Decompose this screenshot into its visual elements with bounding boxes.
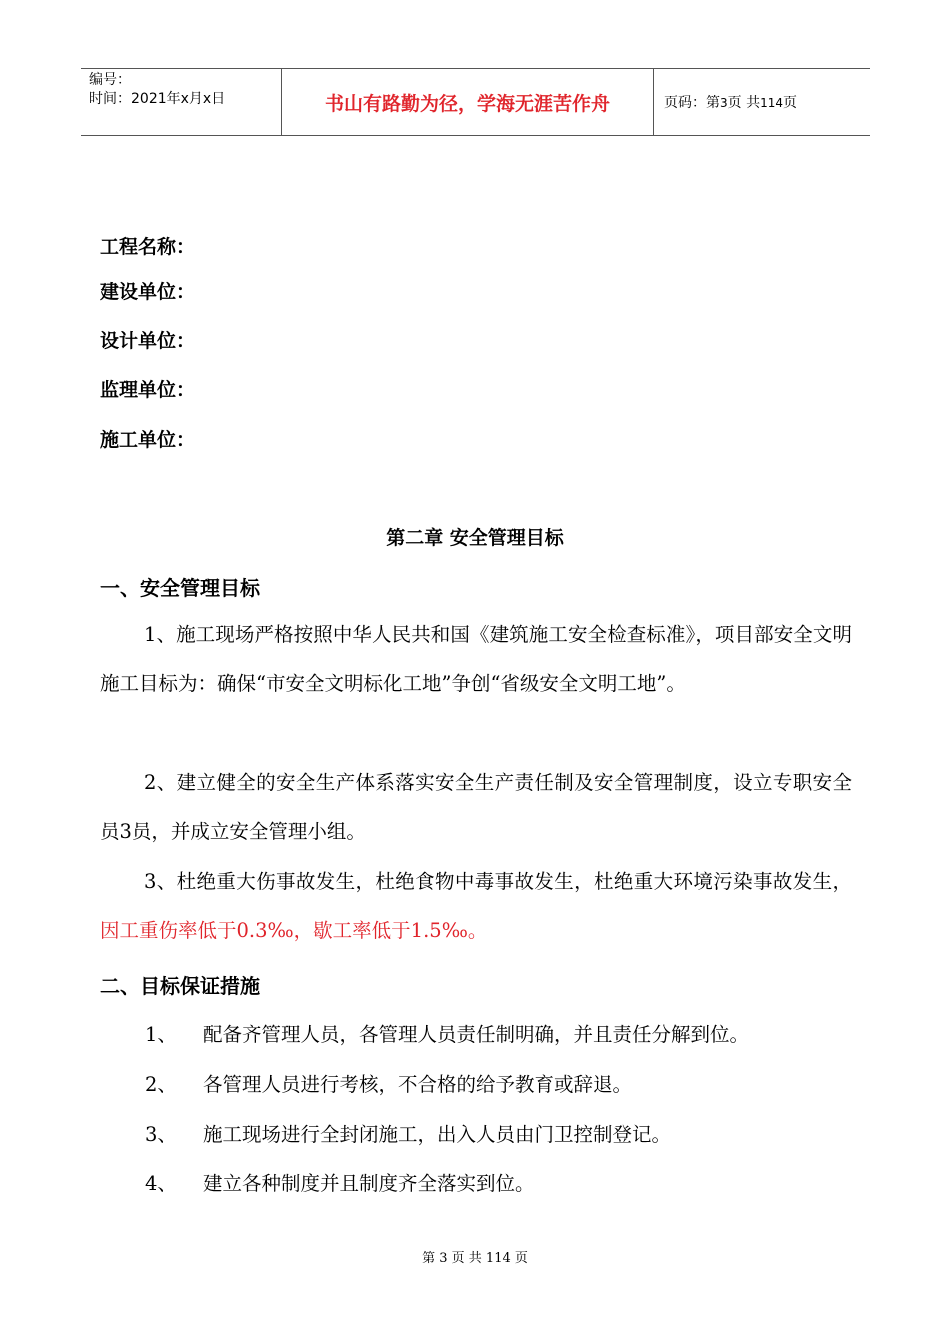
list-item-text: 施工现场进行全封闭施工，出入人员由门卫控制登记。 <box>203 1123 672 1146</box>
field-contractor-unit: 施工单位： <box>100 429 196 451</box>
list-item <box>145 1168 535 1196</box>
paragraph-2: 2、建立健全的安全生产体系落实安全生产责任制及安全管理制度，设立专职安全员3员，并成立安全管理小组。 <box>100 771 852 843</box>
page-header <box>81 68 870 136</box>
header-page-number <box>654 69 870 135</box>
page-current: 3 <box>720 96 728 110</box>
list-item-number: 1、 <box>145 1023 177 1046</box>
page-footer: 第 3 页 共 114 页 <box>422 1251 528 1266</box>
list-item-text: 配备齐管理人员，各管理人员责任制明确，并且责任分解到位。 <box>203 1023 750 1046</box>
paragraph-3-highlight: 因工重伤率低于0.3‰，歇工率低于1.5‰。 <box>100 919 488 942</box>
list-item <box>145 1069 632 1097</box>
field-design-unit: 设计单位： <box>100 330 196 352</box>
header-meta <box>81 69 282 135</box>
list-item-number: 4、 <box>145 1172 177 1195</box>
section-1-title: 一、安全管理目标 <box>100 576 260 600</box>
motto-text: 书山有路勤为径，学海无涯苦作舟 <box>324 92 610 115</box>
page-prefix: 页码：第 <box>664 95 720 111</box>
paragraph-1: 1、施工现场严格按照中华人民共和国《建筑施工安全检查标准》，项目部安全文明施工目标为：确保“市安全文明标化工地”争创“省级安全文明工地”。 <box>100 623 852 695</box>
page-suffix: 页 <box>783 95 797 111</box>
page-mid: 页 共 <box>727 95 761 111</box>
section-2-title: 二、目标保证措施 <box>100 974 260 998</box>
number-label: 编号： <box>89 72 131 88</box>
paragraph-3 <box>100 857 852 955</box>
list-item <box>145 1119 671 1147</box>
field-supervision-unit: 监理单位： <box>100 379 196 401</box>
field-construction-unit: 建设单位： <box>100 281 196 303</box>
field-project-name: 工程名称： <box>100 236 196 258</box>
list-item-text: 建立各种制度并且制度齐全落实到位。 <box>203 1172 535 1195</box>
list-item-number: 3、 <box>145 1123 177 1146</box>
list-item <box>145 1019 749 1047</box>
list-item-text: 各管理人员进行考核，不合格的给予教育或辞退。 <box>203 1073 633 1096</box>
page-total: 114 <box>760 96 783 110</box>
chapter-title: 第二章 安全管理目标 <box>386 527 564 549</box>
date-label: 时间：2021年x月x日 <box>89 91 226 107</box>
header-motto <box>282 69 654 135</box>
list-item-number: 2、 <box>145 1073 177 1096</box>
paragraph-3-text: 3、杜绝重大伤事故发生，杜绝食物中毒事故发生，杜绝重大环境污染事故发生， <box>144 870 852 893</box>
